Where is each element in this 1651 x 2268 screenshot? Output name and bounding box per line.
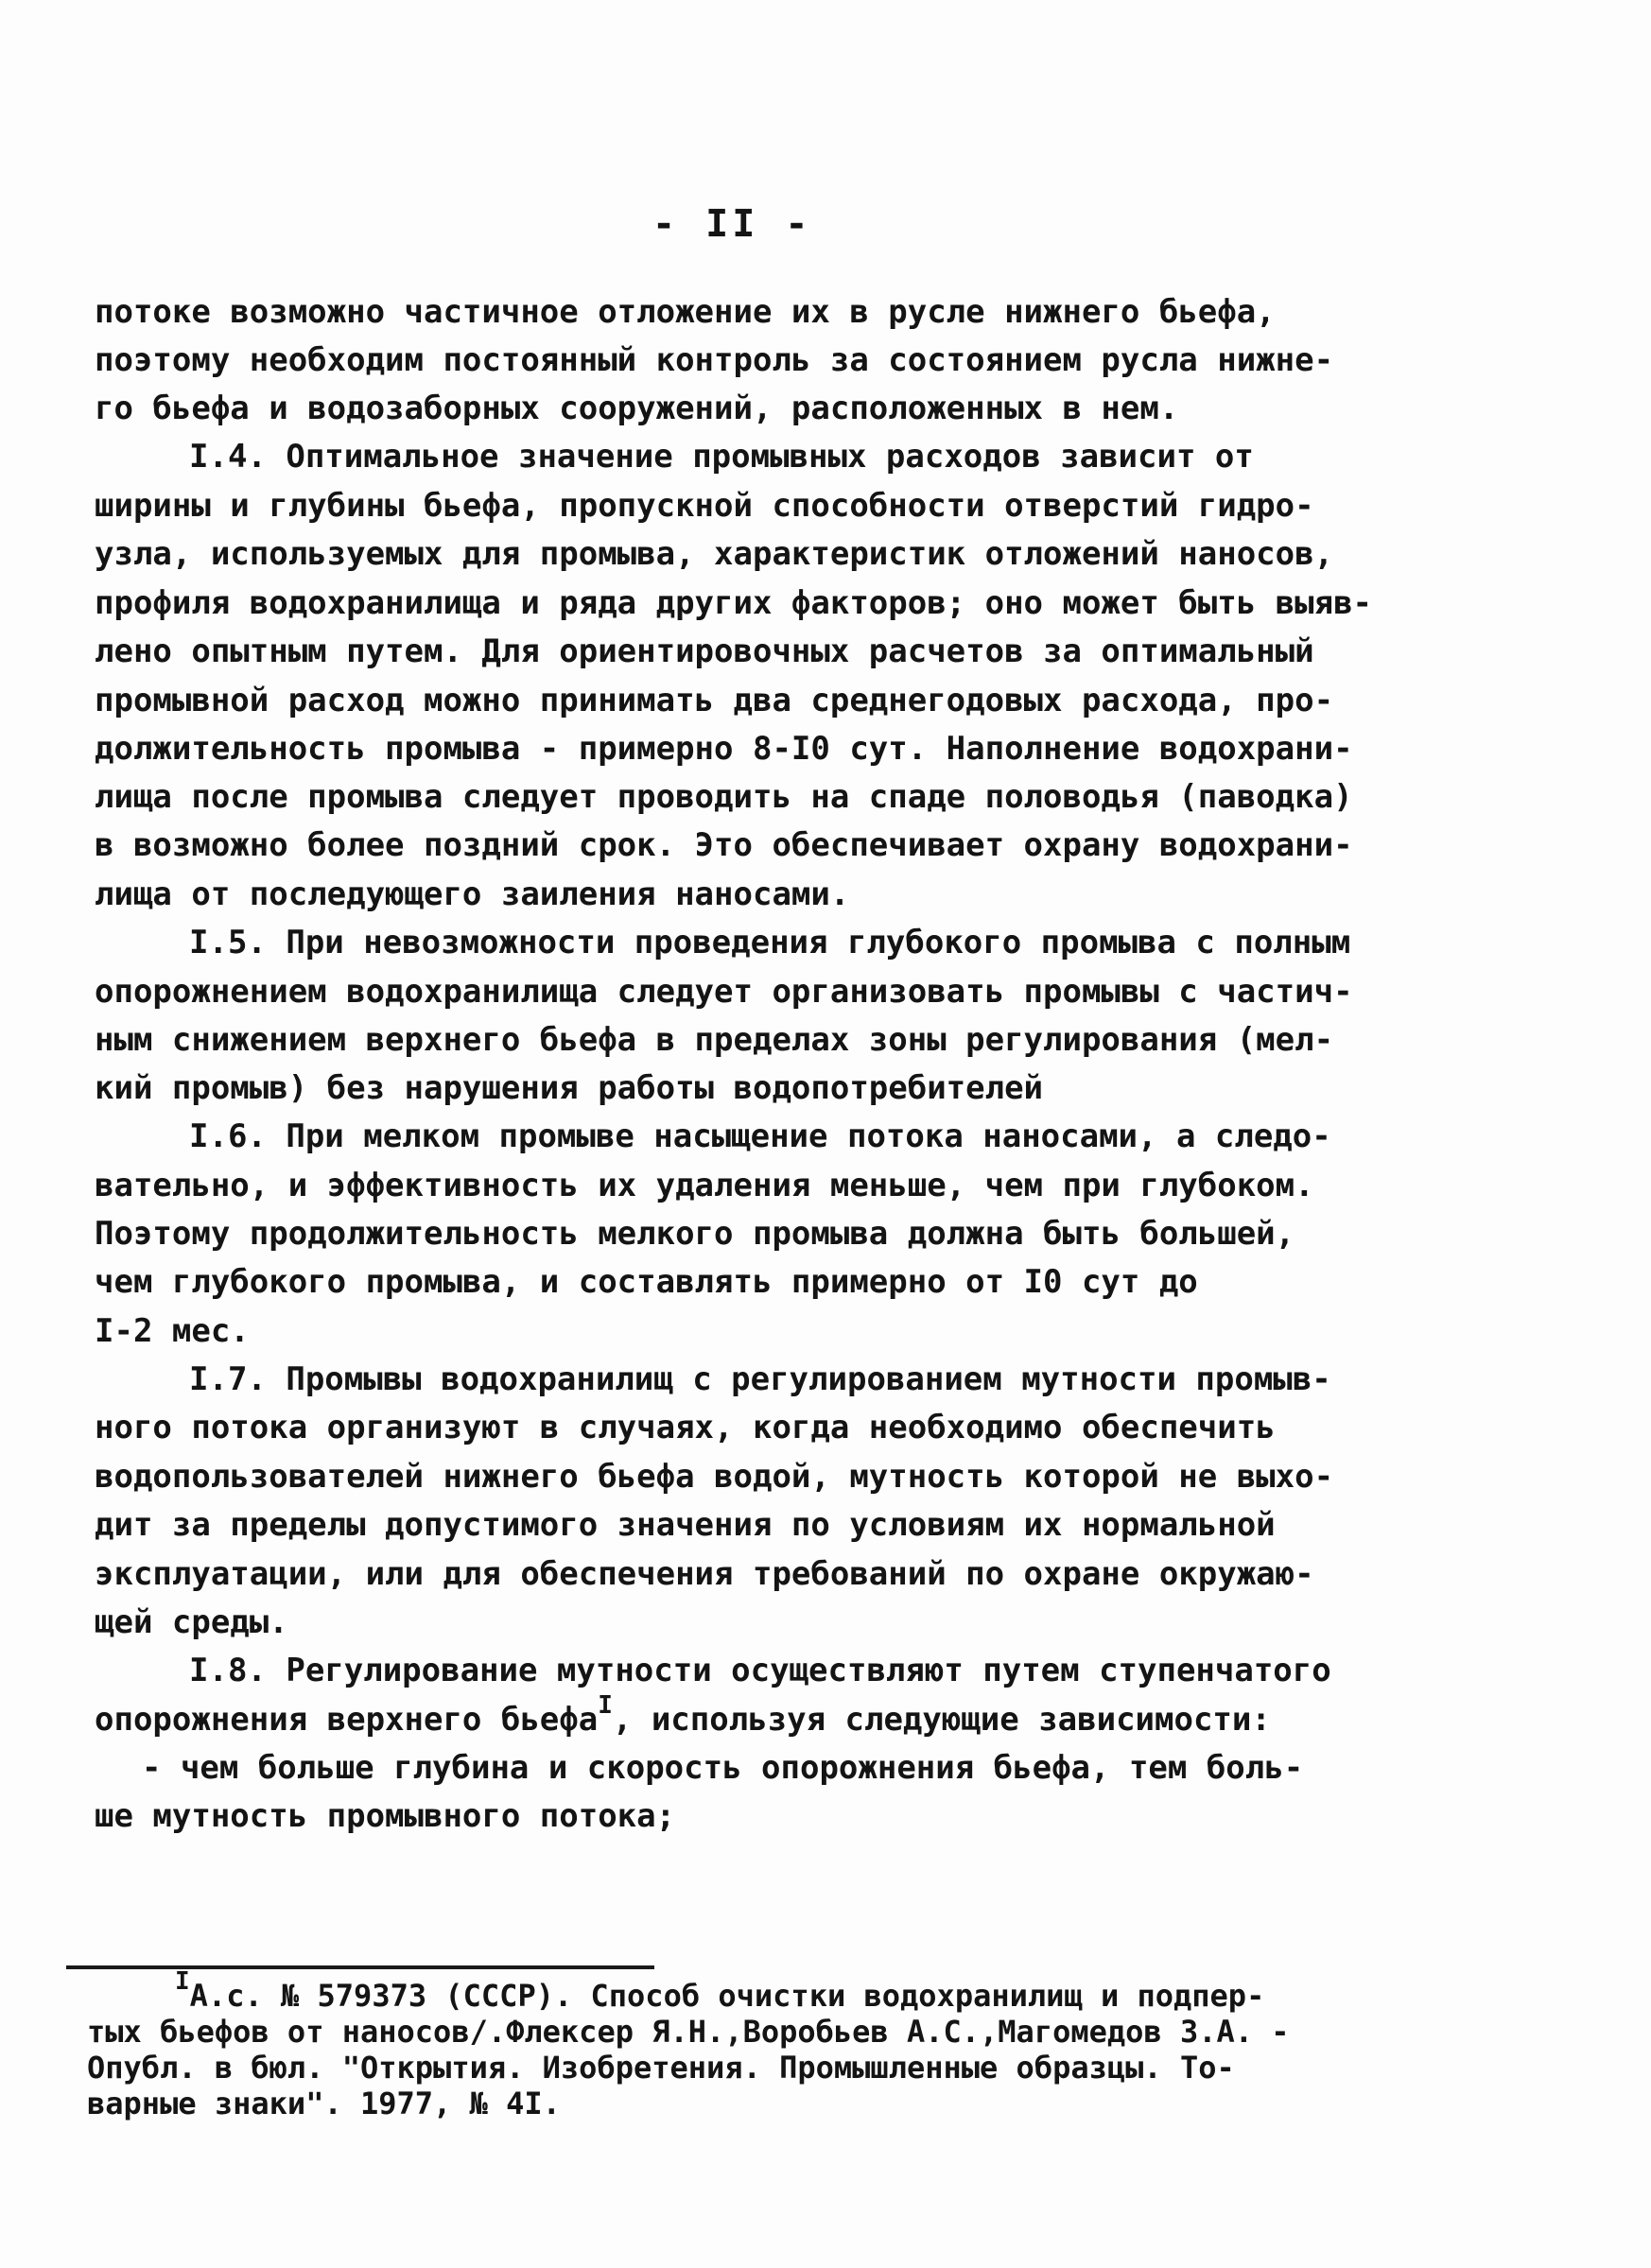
body-line: Поэтому продолжительность мелкого промыва должна быть большей, (95, 1215, 1295, 1253)
footnote-line: Опубл. в бюл. "Открытия. Изобретения. Промышленные образцы. То- (87, 2050, 1235, 2086)
body-line: лено опытным путем. Для ориентировочных расчетов за оптимальный (95, 632, 1314, 670)
body-line: чем глубокого промыва, и составлять примерно от I0 сут до (95, 1263, 1198, 1301)
body-line-with-footnote (95, 1691, 1271, 1743)
footnote-line (175, 1967, 1265, 2014)
body-line: промывной расход можно принимать два среднегодовых расхода, про- (95, 682, 1334, 719)
body-line: щей среды. (95, 1603, 288, 1641)
paragraph-1-7-start: I.7. Промывы водохранилищ с регулированием мутности промыв- (189, 1360, 1331, 1398)
footnote-line: варные знаки". 1977, № 4I. (87, 2086, 561, 2121)
list-item: - чем больше глубина и скорость опорожнения бьефа, тем боль- (142, 1749, 1304, 1787)
body-line: кий промыв) без нарушения работы водопотребителей (95, 1069, 1044, 1107)
page-number: - II - (652, 202, 812, 246)
body-line: поэтому необходим постоянный контроль за состоянием русла нижне- (95, 341, 1334, 379)
body-line: ше мутность промывного потока; (95, 1797, 676, 1835)
footnote-marker: I (175, 1967, 190, 1996)
paragraph-1-4-start: I.4. Оптимальное значение промывных расходов зависит от (189, 438, 1254, 476)
footnote-reference-marker: I (598, 1691, 613, 1720)
body-line: лища от последующего заиления наносами. (95, 875, 850, 913)
body-line: узла, используемых для промыва, характеристик отложений наносов, (95, 535, 1334, 573)
footnote-text: А.с. № 579373 (СССР). Способ очистки водохранилищ и подпер- (189, 1978, 1265, 2014)
body-line: ным снижением верхнего бьефа в пределах зоны регулирования (мел- (95, 1021, 1334, 1059)
body-line: ширины и глубины бьефа, пропускной способности отверстий гидро- (95, 487, 1314, 525)
body-line-text: опорожнения верхнего бьефа (95, 1701, 599, 1739)
body-line: ного потока организуют в случаях, когда необходимо обеспечить (95, 1409, 1276, 1446)
body-line: эксплуатации, или для обеспечения требований по охране окружаю- (95, 1555, 1314, 1593)
body-line: го бьефа и водозаборных сооружений, расположенных в нем. (95, 390, 1179, 427)
body-line: опорожнением водохранилища следует организовать промывы с частич- (95, 973, 1353, 1011)
body-line: I-2 мес. (95, 1312, 250, 1350)
body-line: потоке возможно частичное отложение их в русле нижнего бьефа, (95, 293, 1276, 331)
footnote-line: тых бьефов от наносов/.Флексер Я.Н.,Воробьев А.С.,Магомедов З.А. - (87, 2014, 1290, 2050)
paragraph-1-5-start: I.5. При невозможности проведения глубокого промыва с полным (189, 924, 1351, 961)
body-line: в возможно более поздний срок. Это обеспечивает охрану водохрани- (95, 826, 1353, 864)
footnote-divider (66, 1965, 654, 1969)
body-line: вательно, и эффективность их удаления меньше, чем при глубоком. (95, 1167, 1314, 1204)
paragraph-1-6-start: I.6. При мелком промыве насыщение потока наносами, а следо- (189, 1117, 1331, 1155)
body-line: профиля водохранилища и ряда других факторов; оно может быть выяв- (95, 584, 1373, 622)
body-line-text: , используя следующие зависимости: (612, 1701, 1271, 1739)
body-line: лища после промыва следует проводить на спаде половодья (паводка) (95, 778, 1353, 816)
body-line: должительность промыва - примерно 8-I0 сут. Наполнение водохрани- (95, 730, 1353, 768)
body-line: дит за пределы допустимого значения по условиям их нормальной (95, 1506, 1276, 1544)
paragraph-1-8-start: I.8. Регулирование мутности осуществляют путем ступенчатого (189, 1652, 1331, 1689)
body-line: водопользователей нижнего бьефа водой, мутность которой не выхо- (95, 1458, 1334, 1496)
